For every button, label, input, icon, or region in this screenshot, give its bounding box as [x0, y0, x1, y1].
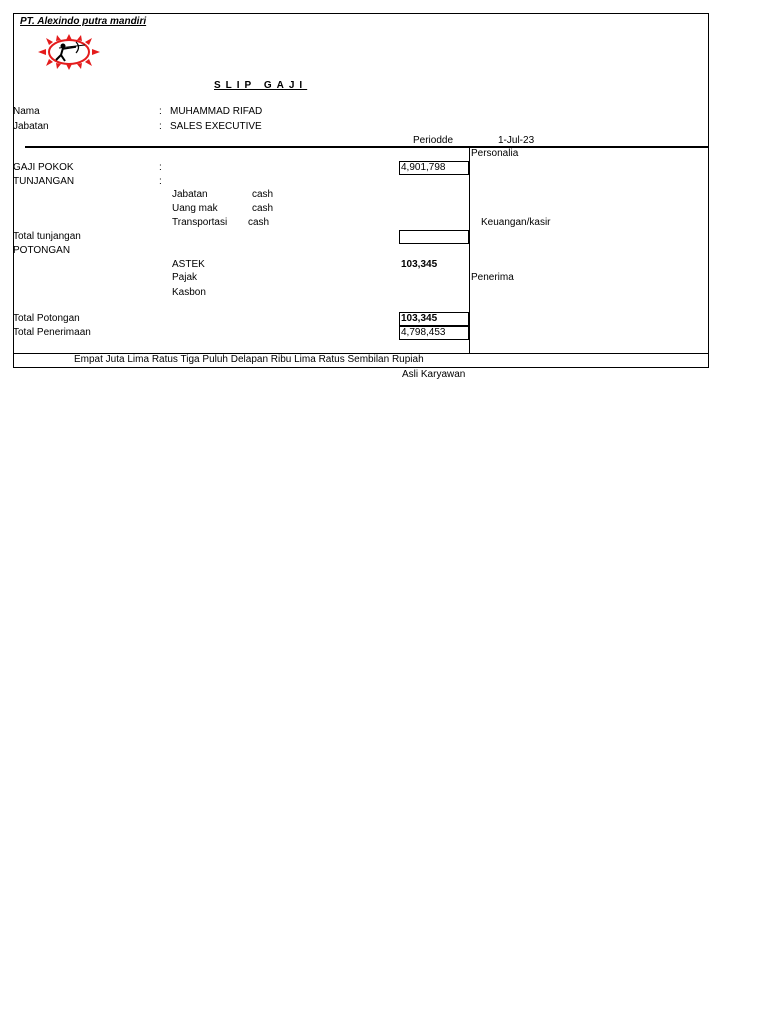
copy-note: Asli Karyawan — [402, 369, 466, 380]
name-colon: : — [159, 106, 162, 117]
deductions-label: POTONGAN — [13, 245, 71, 256]
allowance-item-name: Jabatan — [172, 189, 208, 200]
company-logo — [36, 34, 102, 70]
base-salary-colon: : — [159, 162, 162, 173]
header-divider — [25, 146, 709, 148]
net-pay-label: Total Penerimaan — [13, 327, 91, 338]
name-label: Nama — [13, 106, 40, 117]
allowance-label: TUNJANGAN — [13, 176, 75, 187]
base-salary-label: GAJI POKOK — [13, 162, 74, 173]
net-pay-value: 4,798,453 — [399, 326, 469, 340]
net-pay-in-words: Empat Juta Lima Ratus Tiga Puluh Delapan Ribu Lima Ratus Sembilan Rupiah — [74, 354, 424, 365]
slip-frame — [13, 13, 709, 368]
period-label: Periodde — [413, 135, 454, 146]
deduction-item-value: 103,345 — [401, 259, 438, 270]
allowance-item-type: cash — [252, 203, 274, 214]
deduction-item-name: ASTEK — [172, 259, 205, 270]
signature-column-divider — [469, 148, 470, 354]
allowance-item-type: cash — [248, 217, 270, 228]
total-deduction-value: 103,345 — [399, 312, 469, 326]
position-colon: : — [159, 121, 162, 132]
deduction-item-name: Pajak — [172, 272, 198, 283]
allowance-item-name: Transportasi — [172, 217, 228, 228]
deduction-item-name: Kasbon — [172, 287, 206, 298]
position-value: SALES EXECUTIVE — [170, 121, 262, 132]
position-label: Jabatan — [13, 121, 49, 132]
allowance-colon: : — [159, 176, 162, 187]
allowance-item-name: Uang mak — [172, 203, 218, 214]
name-value: MUHAMMAD RIFAD — [170, 106, 263, 117]
signature-finance: Keuangan/kasir — [481, 217, 551, 228]
logo-archer-icon — [36, 34, 102, 70]
signature-personalia: Personalia — [471, 148, 519, 159]
total-allowance-value — [399, 230, 469, 244]
base-salary-value: 4,901,798 — [399, 161, 469, 175]
signature-receiver: Penerima — [471, 272, 514, 283]
company-name: PT. Alexindo putra mandiri — [20, 16, 147, 27]
allowance-item-type: cash — [252, 189, 274, 200]
period-value: 1-Jul-23 — [498, 135, 535, 146]
slip-title: SLIP GAJI — [214, 80, 308, 91]
total-allowance-label: Total tunjangan — [13, 231, 81, 242]
total-deduction-label: Total Potongan — [13, 313, 80, 324]
